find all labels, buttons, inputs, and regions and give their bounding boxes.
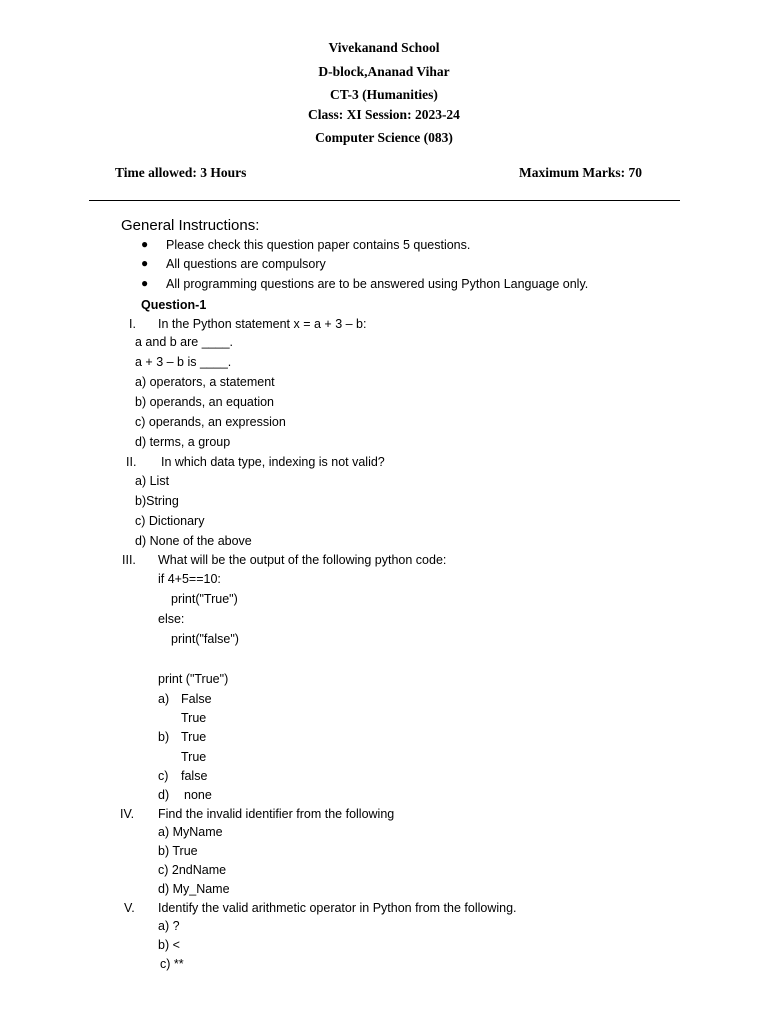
option-label: b) — [158, 730, 170, 744]
option-label: d) — [158, 788, 170, 802]
instruction-item: Please check this question paper contains 5 questions. — [166, 238, 471, 252]
option-line: True — [181, 750, 207, 764]
question-text: Find the invalid identifier from the following — [158, 807, 395, 821]
school-name: Vivekanand School — [328, 40, 440, 55]
bullet-icon: ● — [141, 237, 149, 251]
question-number: III. — [122, 553, 136, 567]
option-line: false — [181, 769, 208, 783]
question-number: V. — [124, 901, 135, 915]
instruction-item: All questions are compulsory — [166, 257, 326, 271]
question-line: a + 3 – b is ____. — [135, 355, 232, 369]
option-label: a) — [158, 692, 170, 706]
question-line: a and b are ____. — [135, 335, 233, 349]
option: d) My_Name — [158, 882, 230, 896]
school-address: D-block,Ananad Vihar — [318, 64, 450, 79]
question-number: I. — [129, 317, 136, 331]
question-number: IV. — [120, 807, 135, 821]
bullet-icon: ● — [141, 276, 149, 290]
question-text: In which data type, indexing is not valid? — [161, 455, 385, 469]
instructions-title: General Instructions: — [121, 217, 260, 234]
option: c) operands, an expression — [135, 415, 286, 429]
option: b) operands, an equation — [135, 395, 274, 409]
option: c) ** — [160, 957, 184, 971]
code-line: else: — [158, 612, 185, 626]
option-label: c) — [158, 769, 169, 783]
option: d) terms, a group — [135, 435, 231, 449]
question-heading: Question-1 — [141, 298, 207, 312]
code-line: print("True") — [171, 592, 238, 606]
option: a) List — [135, 474, 170, 488]
option: b) True — [158, 844, 198, 858]
option-line: True — [181, 711, 207, 725]
code-line: print("false") — [171, 632, 239, 646]
question-number: II. — [126, 455, 137, 469]
option: a) MyName — [158, 825, 223, 839]
code-line: if 4+5==10: — [158, 572, 221, 586]
header-divider — [89, 200, 680, 201]
exam-title: CT-3 (Humanities) — [330, 87, 438, 102]
question-text: What will be the output of the following python code: — [158, 553, 447, 567]
option: b)String — [135, 494, 179, 508]
option: a) operators, a statement — [135, 375, 275, 389]
option: b) < — [158, 938, 180, 952]
option: a) ? — [158, 919, 180, 933]
question-text: In the Python statement x = a + 3 – b: — [158, 317, 367, 331]
class-session: Class: XI Session: 2023-24 — [308, 107, 460, 122]
code-line: print ("True") — [158, 672, 229, 686]
question-text: Identify the valid arithmetic operator in Python from the following. — [158, 901, 517, 915]
bullet-icon: ● — [141, 256, 149, 270]
option-line: none — [184, 788, 212, 802]
subject-title: Computer Science (083) — [315, 130, 453, 145]
instruction-item: All programming questions are to be answered using Python Language only. — [166, 277, 589, 291]
option-line: False — [181, 692, 212, 706]
time-allowed: Time allowed: 3 Hours — [115, 165, 247, 180]
option: c) 2ndName — [158, 863, 227, 877]
max-marks: Maximum Marks: 70 — [519, 165, 642, 180]
option-line: True — [181, 730, 207, 744]
option: c) Dictionary — [135, 514, 205, 528]
option: d) None of the above — [135, 534, 252, 548]
